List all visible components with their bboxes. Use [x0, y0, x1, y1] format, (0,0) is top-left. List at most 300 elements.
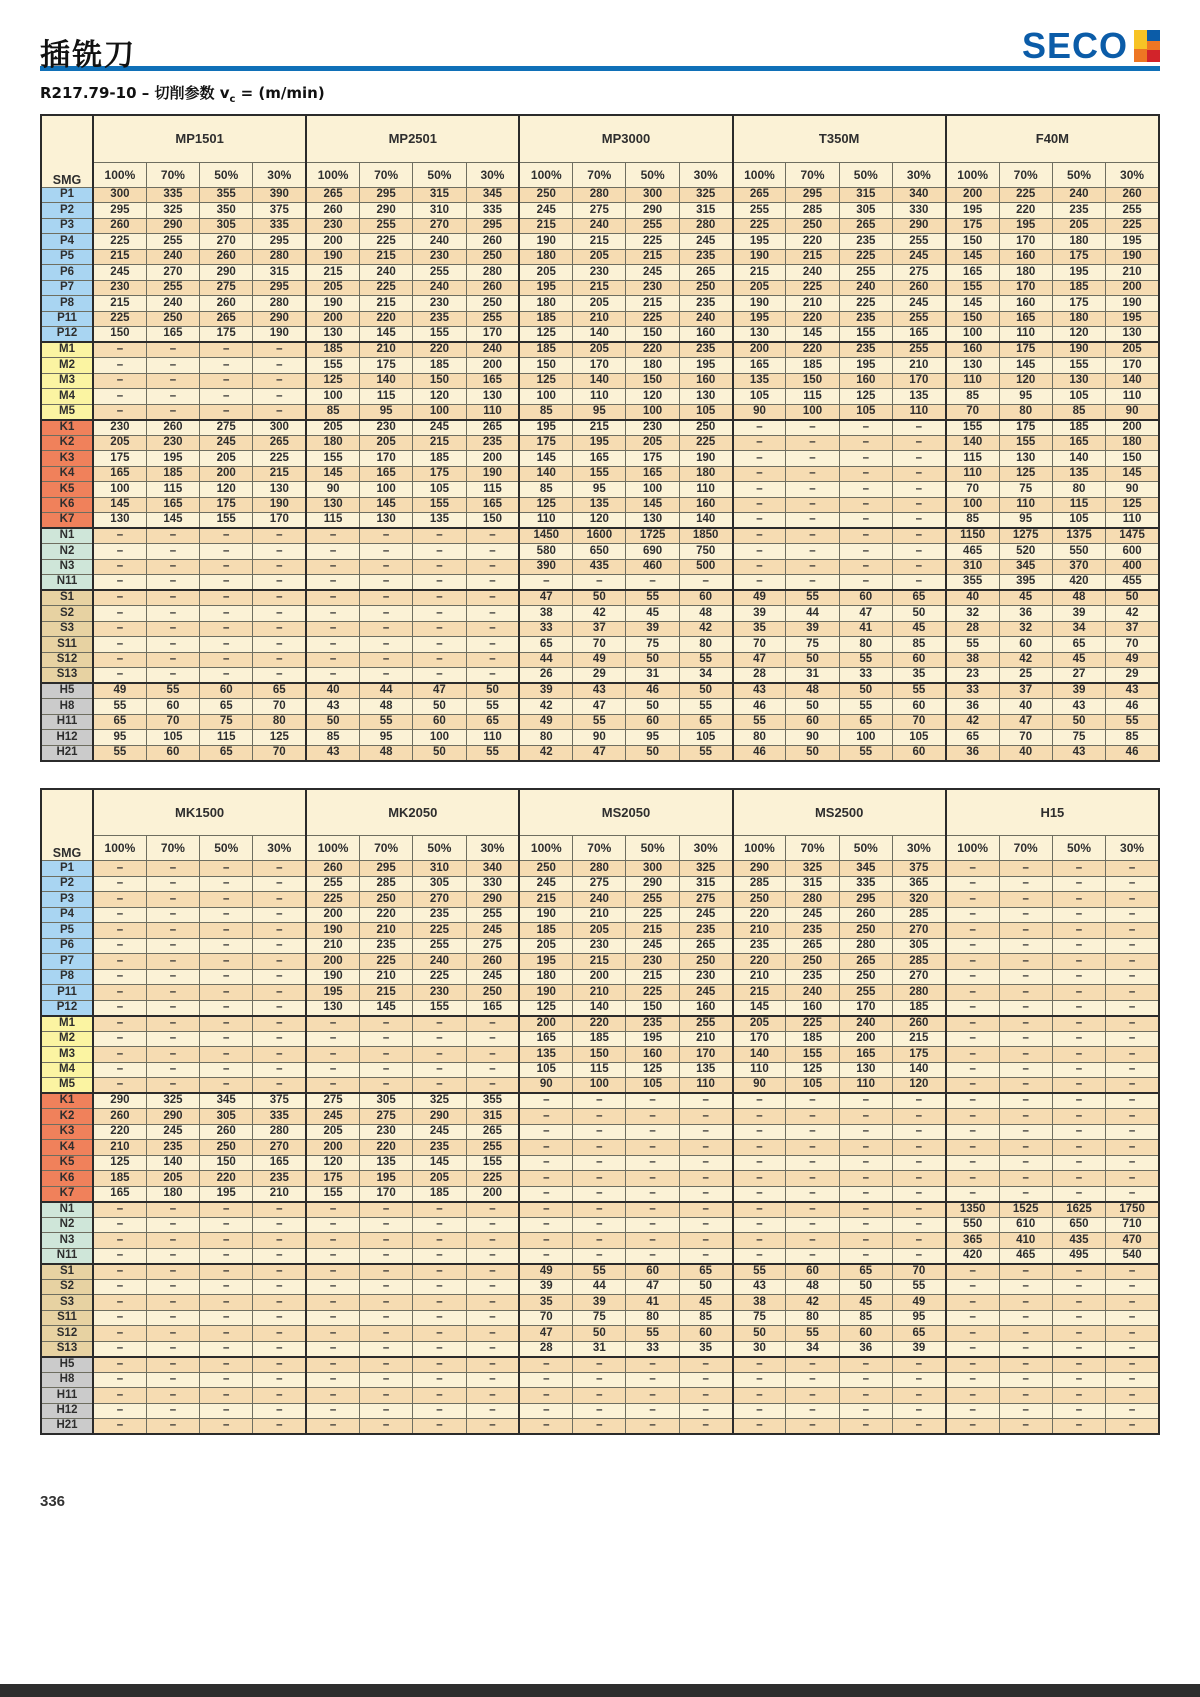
param-cell: 245: [519, 876, 572, 892]
param-cell: 375: [253, 1093, 306, 1109]
param-cell: 250: [679, 420, 732, 436]
footer-bar: [0, 1684, 1200, 1697]
param-cell: 100: [946, 327, 999, 343]
param-cell: 240: [573, 892, 626, 908]
param-cell: 36: [999, 606, 1052, 622]
param-cell: 170: [999, 280, 1052, 296]
param-cell: 540: [1106, 1248, 1159, 1264]
param-cell: 110: [892, 404, 945, 420]
param-cell: –: [253, 1264, 306, 1280]
param-cell: –: [253, 1031, 306, 1047]
param-cell: –: [999, 1357, 1052, 1373]
param-cell: 42: [946, 714, 999, 730]
param-cell: 130: [679, 389, 732, 405]
param-cell: 225: [839, 249, 892, 265]
param-cell: 155: [1052, 358, 1105, 374]
param-cell: 70: [146, 714, 199, 730]
param-cell: –: [946, 1171, 999, 1187]
param-cell: –: [466, 621, 519, 637]
param-cell: –: [93, 637, 146, 653]
param-cell: –: [679, 1140, 732, 1156]
row-label-P5: P5: [41, 923, 93, 939]
param-cell: 150: [200, 1155, 253, 1171]
param-cell: 230: [93, 280, 146, 296]
param-cell: 1725: [626, 528, 679, 544]
param-cell: 165: [359, 466, 412, 482]
param-cell: –: [946, 876, 999, 892]
param-cell: 290: [892, 218, 945, 234]
param-cell: 165: [839, 1047, 892, 1063]
param-cell: 75: [200, 714, 253, 730]
param-cell: –: [733, 1202, 786, 1218]
param-cell: –: [359, 1403, 412, 1419]
param-cell: 250: [679, 280, 732, 296]
param-cell: 365: [946, 1233, 999, 1249]
param-cell: 175: [359, 358, 412, 374]
param-cell: –: [1106, 1016, 1159, 1032]
param-cell: 235: [1052, 203, 1105, 219]
param-cell: –: [839, 1093, 892, 1109]
row-label-P3: P3: [41, 218, 93, 234]
table-row: [41, 969, 1159, 985]
param-cell: –: [946, 1093, 999, 1109]
param-cell: 28: [946, 621, 999, 637]
param-cell: –: [679, 1093, 732, 1109]
table-row: [41, 1062, 1159, 1078]
param-cell: 49: [1106, 652, 1159, 668]
param-cell: 285: [733, 876, 786, 892]
param-cell: 315: [839, 187, 892, 203]
param-cell: –: [413, 1295, 466, 1311]
row-label-K5: K5: [41, 1155, 93, 1171]
param-cell: 55: [946, 637, 999, 653]
param-cell: –: [146, 1248, 199, 1264]
table-row: [41, 559, 1159, 575]
param-cell: –: [306, 1264, 359, 1280]
param-cell: –: [200, 1388, 253, 1404]
param-cell: 290: [146, 1109, 199, 1125]
percent-header: 30%: [253, 162, 306, 187]
param-cell: –: [359, 606, 412, 622]
param-cell: –: [306, 1357, 359, 1373]
param-cell: –: [93, 590, 146, 606]
param-cell: 150: [466, 513, 519, 529]
param-cell: 275: [679, 892, 732, 908]
param-cell: 85: [306, 730, 359, 746]
param-cell: –: [946, 969, 999, 985]
param-cell: 150: [519, 358, 572, 374]
param-cell: 220: [733, 907, 786, 923]
row-label-H21: H21: [41, 745, 93, 761]
param-cell: 50: [306, 714, 359, 730]
param-cell: –: [200, 389, 253, 405]
percent-header: 50%: [200, 162, 253, 187]
param-cell: 215: [626, 296, 679, 312]
row-label-P11: P11: [41, 311, 93, 327]
param-cell: 100: [839, 730, 892, 746]
row-label-H11: H11: [41, 1388, 93, 1404]
param-cell: 43: [573, 683, 626, 699]
param-cell: 310: [413, 203, 466, 219]
param-cell: –: [200, 1326, 253, 1342]
percent-header: 70%: [999, 836, 1052, 861]
param-cell: 85: [306, 404, 359, 420]
param-cell: 220: [733, 954, 786, 970]
param-cell: –: [573, 1124, 626, 1140]
param-cell: –: [1052, 1372, 1105, 1388]
param-cell: 145: [359, 327, 412, 343]
row-label-S1: S1: [41, 1264, 93, 1280]
param-cell: –: [946, 1341, 999, 1357]
param-cell: 255: [892, 311, 945, 327]
param-cell: 210: [573, 985, 626, 1001]
param-cell: 305: [839, 203, 892, 219]
param-cell: 205: [626, 435, 679, 451]
param-cell: 240: [146, 296, 199, 312]
param-cell: 160: [999, 249, 1052, 265]
param-cell: –: [786, 1155, 839, 1171]
param-cell: 195: [1106, 234, 1159, 250]
param-cell: 155: [306, 1186, 359, 1202]
param-cell: –: [733, 1388, 786, 1404]
param-cell: –: [1052, 1124, 1105, 1140]
param-cell: 550: [946, 1217, 999, 1233]
param-cell: 210: [733, 923, 786, 939]
row-label-S12: S12: [41, 1326, 93, 1342]
param-cell: –: [306, 1078, 359, 1094]
param-cell: –: [839, 528, 892, 544]
param-cell: –: [892, 1202, 945, 1218]
param-cell: 130: [626, 513, 679, 529]
param-cell: 155: [839, 327, 892, 343]
param-cell: –: [946, 1031, 999, 1047]
param-cell: –: [679, 1217, 732, 1233]
param-cell: 70: [519, 1310, 572, 1326]
param-cell: 395: [999, 575, 1052, 591]
param-cell: 160: [999, 296, 1052, 312]
param-cell: –: [1106, 1279, 1159, 1295]
param-cell: 190: [306, 296, 359, 312]
param-cell: –: [200, 1217, 253, 1233]
param-cell: –: [946, 1140, 999, 1156]
param-cell: –: [200, 342, 253, 358]
param-cell: –: [1106, 1047, 1159, 1063]
param-cell: –: [1052, 923, 1105, 939]
param-cell: 42: [573, 606, 626, 622]
param-cell: –: [306, 1217, 359, 1233]
param-cell: –: [146, 559, 199, 575]
param-cell: 255: [413, 265, 466, 281]
param-cell: 215: [733, 985, 786, 1001]
param-cell: 325: [146, 1093, 199, 1109]
seco-logo-mark-icon: [1134, 30, 1160, 62]
param-cell: –: [359, 575, 412, 591]
param-cell: –: [946, 938, 999, 954]
param-cell: 43: [306, 745, 359, 761]
param-cell: 135: [519, 1047, 572, 1063]
param-cell: –: [1106, 1372, 1159, 1388]
param-cell: 45: [1052, 652, 1105, 668]
percent-header: 70%: [146, 836, 199, 861]
cutting-params-table-1-container: [40, 114, 1160, 762]
param-cell: –: [999, 1403, 1052, 1419]
param-cell: –: [253, 528, 306, 544]
param-cell: 365: [892, 876, 945, 892]
row-label-M5: M5: [41, 404, 93, 420]
param-cell: 80: [519, 730, 572, 746]
param-cell: 45: [626, 606, 679, 622]
param-cell: 50: [839, 1279, 892, 1295]
param-cell: 240: [786, 265, 839, 281]
param-cell: –: [786, 451, 839, 467]
param-cell: 300: [93, 187, 146, 203]
param-cell: 150: [786, 373, 839, 389]
param-cell: –: [200, 938, 253, 954]
param-cell: –: [839, 544, 892, 560]
row-label-P11: P11: [41, 985, 93, 1001]
param-cell: –: [573, 1233, 626, 1249]
param-cell: 145: [146, 513, 199, 529]
param-cell: –: [466, 1372, 519, 1388]
param-cell: –: [413, 1419, 466, 1435]
param-cell: 335: [253, 1109, 306, 1125]
param-cell: –: [786, 1109, 839, 1125]
param-cell: 255: [146, 280, 199, 296]
table-row: [41, 1171, 1159, 1187]
param-cell: 39: [519, 1279, 572, 1295]
param-cell: –: [93, 938, 146, 954]
param-cell: –: [359, 1310, 412, 1326]
param-cell: 39: [786, 621, 839, 637]
param-cell: 210: [253, 1186, 306, 1202]
param-cell: 190: [306, 969, 359, 985]
param-cell: 260: [200, 296, 253, 312]
param-cell: 46: [733, 699, 786, 715]
param-cell: –: [413, 606, 466, 622]
param-cell: –: [359, 1264, 412, 1280]
row-label-S11: S11: [41, 1310, 93, 1326]
param-cell: –: [253, 373, 306, 389]
param-cell: –: [733, 1186, 786, 1202]
table-row: [41, 1248, 1159, 1264]
param-cell: 230: [413, 249, 466, 265]
param-cell: –: [1106, 1124, 1159, 1140]
param-cell: –: [93, 1341, 146, 1357]
param-cell: –: [839, 1403, 892, 1419]
param-cell: –: [466, 1047, 519, 1063]
param-cell: –: [573, 1388, 626, 1404]
param-cell: 270: [200, 234, 253, 250]
param-cell: –: [1106, 1357, 1159, 1373]
param-cell: –: [786, 1124, 839, 1140]
param-cell: –: [253, 954, 306, 970]
row-label-K4: K4: [41, 1140, 93, 1156]
param-cell: 235: [679, 249, 732, 265]
param-cell: 43: [306, 699, 359, 715]
param-cell: 38: [946, 652, 999, 668]
param-cell: 65: [519, 637, 572, 653]
param-cell: –: [93, 1078, 146, 1094]
param-cell: –: [200, 923, 253, 939]
param-cell: 460: [626, 559, 679, 575]
param-cell: 125: [519, 373, 572, 389]
param-cell: 50: [786, 652, 839, 668]
param-cell: –: [999, 1140, 1052, 1156]
table-row: [41, 683, 1159, 699]
param-cell: –: [626, 1171, 679, 1187]
param-cell: –: [200, 1341, 253, 1357]
param-cell: 420: [946, 1248, 999, 1264]
grade-header: MP1501: [93, 115, 306, 162]
param-cell: 60: [146, 745, 199, 761]
param-cell: –: [146, 1419, 199, 1435]
param-cell: 195: [200, 1186, 253, 1202]
table-row: [41, 985, 1159, 1001]
param-cell: –: [1052, 907, 1105, 923]
param-cell: 305: [200, 218, 253, 234]
param-cell: –: [1052, 985, 1105, 1001]
param-cell: 95: [359, 404, 412, 420]
param-cell: –: [359, 1357, 412, 1373]
param-cell: 175: [999, 342, 1052, 358]
param-cell: 36: [946, 745, 999, 761]
param-cell: 190: [466, 466, 519, 482]
param-cell: –: [892, 1248, 945, 1264]
param-cell: –: [93, 1326, 146, 1342]
param-cell: 255: [626, 892, 679, 908]
param-cell: 47: [999, 714, 1052, 730]
param-cell: 455: [1106, 575, 1159, 591]
param-cell: 650: [573, 544, 626, 560]
param-cell: –: [253, 621, 306, 637]
param-cell: –: [146, 373, 199, 389]
param-cell: 170: [839, 1000, 892, 1016]
param-cell: –: [200, 1016, 253, 1032]
param-cell: 230: [306, 218, 359, 234]
param-cell: 205: [733, 280, 786, 296]
param-cell: –: [306, 1031, 359, 1047]
param-cell: 120: [999, 373, 1052, 389]
param-cell: –: [733, 1403, 786, 1419]
param-cell: 55: [839, 652, 892, 668]
param-cell: 215: [519, 218, 572, 234]
param-cell: 465: [999, 1248, 1052, 1264]
param-cell: –: [679, 1248, 732, 1264]
param-cell: 47: [573, 745, 626, 761]
param-cell: 130: [93, 513, 146, 529]
param-cell: 50: [679, 683, 732, 699]
param-cell: –: [679, 1155, 732, 1171]
param-cell: –: [359, 1419, 412, 1435]
param-cell: 175: [1052, 296, 1105, 312]
param-cell: 255: [679, 1016, 732, 1032]
param-cell: –: [200, 1403, 253, 1419]
param-cell: 245: [892, 296, 945, 312]
param-cell: 175: [892, 1047, 945, 1063]
param-cell: 265: [466, 420, 519, 436]
row-label-N1: N1: [41, 528, 93, 544]
param-cell: 140: [1106, 373, 1159, 389]
param-cell: 210: [733, 969, 786, 985]
param-cell: 225: [786, 1016, 839, 1032]
param-cell: –: [1106, 1295, 1159, 1311]
param-cell: –: [306, 1419, 359, 1435]
row-label-P1: P1: [41, 861, 93, 877]
param-cell: –: [626, 1124, 679, 1140]
param-cell: –: [359, 1031, 412, 1047]
param-cell: 165: [466, 1000, 519, 1016]
param-cell: 215: [733, 265, 786, 281]
param-cell: 145: [946, 249, 999, 265]
param-cell: –: [786, 435, 839, 451]
param-cell: 50: [466, 683, 519, 699]
percent-header: 50%: [626, 836, 679, 861]
param-cell: 325: [679, 187, 732, 203]
param-cell: 145: [946, 296, 999, 312]
table-row: [41, 1357, 1159, 1373]
param-cell: 145: [359, 497, 412, 513]
percent-header: 30%: [679, 836, 732, 861]
percent-header: 100%: [946, 162, 999, 187]
param-cell: 245: [93, 265, 146, 281]
param-cell: 205: [306, 420, 359, 436]
param-cell: 245: [466, 923, 519, 939]
param-cell: 175: [93, 451, 146, 467]
param-cell: –: [892, 497, 945, 513]
param-cell: 42: [519, 699, 572, 715]
param-cell: –: [93, 1031, 146, 1047]
param-cell: 270: [253, 1140, 306, 1156]
param-cell: 85: [1106, 730, 1159, 746]
param-cell: 110: [679, 482, 732, 498]
param-cell: –: [786, 482, 839, 498]
param-cell: –: [146, 985, 199, 1001]
grade-header: F40M: [946, 115, 1159, 162]
logo-yellow-block: [1134, 30, 1147, 49]
param-cell: –: [146, 1403, 199, 1419]
param-cell: 1600: [573, 528, 626, 544]
param-cell: 245: [626, 265, 679, 281]
param-cell: –: [1106, 1140, 1159, 1156]
param-cell: 230: [359, 1124, 412, 1140]
param-cell: 185: [146, 466, 199, 482]
param-cell: –: [253, 590, 306, 606]
param-cell: 390: [519, 559, 572, 575]
param-cell: 150: [626, 327, 679, 343]
param-cell: 235: [679, 923, 732, 939]
param-cell: 210: [359, 923, 412, 939]
param-cell: –: [1106, 1171, 1159, 1187]
param-cell: 220: [200, 1171, 253, 1187]
param-cell: –: [1106, 1403, 1159, 1419]
param-cell: –: [999, 876, 1052, 892]
param-cell: –: [839, 451, 892, 467]
param-cell: –: [946, 1388, 999, 1404]
param-cell: 240: [146, 249, 199, 265]
param-cell: 37: [573, 621, 626, 637]
param-cell: –: [359, 1217, 412, 1233]
param-cell: 205: [1106, 342, 1159, 358]
param-cell: 230: [679, 969, 732, 985]
param-cell: –: [200, 1372, 253, 1388]
param-cell: –: [413, 1062, 466, 1078]
param-cell: 125: [519, 497, 572, 513]
param-cell: –: [1052, 938, 1105, 954]
param-cell: 245: [200, 435, 253, 451]
param-cell: 230: [93, 420, 146, 436]
param-cell: 55: [573, 714, 626, 730]
param-cell: 100: [519, 389, 572, 405]
